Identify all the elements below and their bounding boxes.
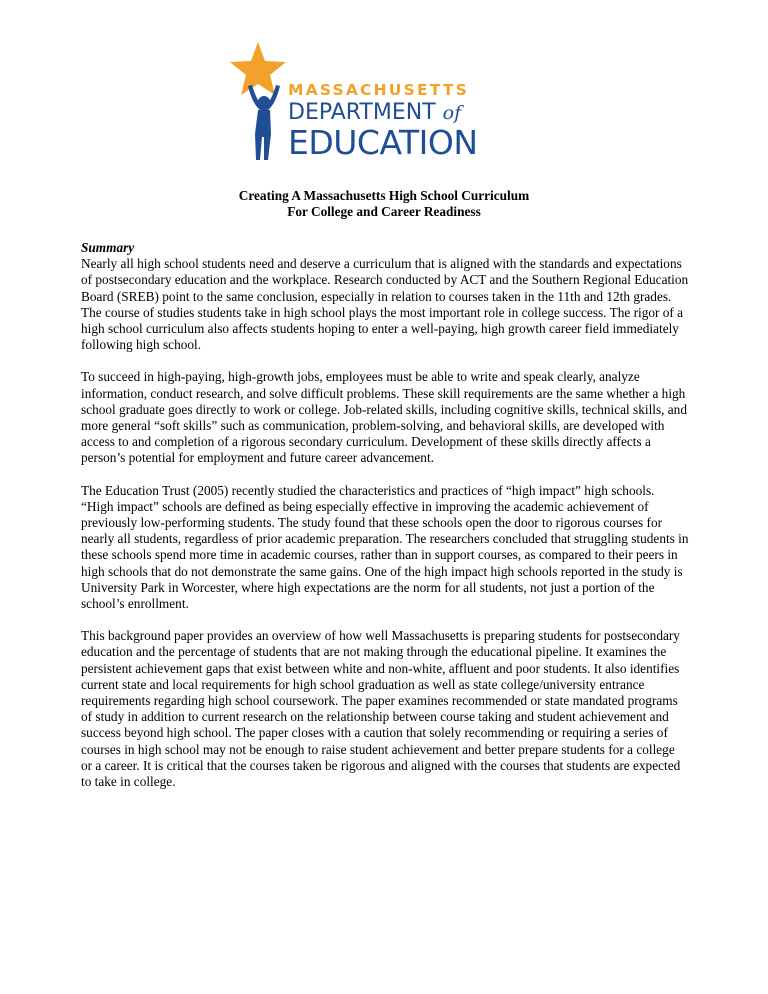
- logo-of-word: of: [442, 102, 462, 124]
- logo-wordmark: [288, 82, 488, 160]
- logo-line-massachusetts: MASSACHUSETTS: [288, 81, 469, 99]
- paragraph-2: To succeed in high-paying, high-growth jobs, employees must be able to write and speak clearly, analyze information, conduct research, and solve difficult problems. These skill requirements are the same whether a high school graduate goes directly to work or college. Job-related skills, including cognitive skills, technical skills, and more general “soft skills” such as communication, problem-solving, and behavioral skills, are developed with access to and completion of a rigorous secondary curriculum. Development of these skills directly affects a person’s potential for employment and future career advancement.: [81, 369, 687, 466]
- logo-department-word: DEPARTMENT: [288, 100, 436, 125]
- document-body: [81, 240, 689, 806]
- logo-line-education: EDUCATION: [288, 123, 478, 162]
- person-figure-icon: [248, 85, 280, 160]
- paragraph-3: The Education Trust (2005) recently studied the characteristics and practices of “high impact” high schools. “High impact” schools are defined as being especially effective in improving the academic achievement of previously low-performing students. The study found that these schools open the door to rigorous courses for nearly all students, regardless of prior academic preparation. The researchers concluded that struggling students in these schools spend more time in academic courses, rather than in support courses, as compared to their peers in high schools that do not demonstrate the same gains. One of the high impact high schools reported in the study is University Park in Worcester, where high expectations are the norm for all students, not just a portion of the school’s enrollment.: [81, 482, 689, 612]
- section-heading-summary: Summary: [81, 240, 135, 255]
- paragraph-1: Nearly all high school students need and deserve a curriculum that is aligned with the standards and expectations of postsecondary education and the workplace. Research conducted by ACT and the Southern Regional Education Board (SREB) point to the same conclusion, especially in relation to courses taken in the 11th and 12th grades. The course of studies students take in high school plays the most important role in college success. The rigor of a high school curriculum also affects students hoping to enter a well-paying, high growth career field immediately following high school.: [81, 256, 689, 353]
- title-line-1: Creating A Massachusetts High School Curriculum: [238, 188, 530, 203]
- title-line-2: For College and Career Readiness: [287, 204, 481, 219]
- paragraph-4: This background paper provides an overview of how well Massachusetts is preparing students for postsecondary education and the percentage of students that are not making through the educational pipeline. It examines the persistent achievement gaps that exist between white and non-white, affluent and poor students. It also identifies current state and local requirements for high school graduation as well as state college/university entrance requirements regarding high school coursework. The paper examines recommended or state mandated programs of study in addition to current research on the relationship between course taking and student achievement and success beyond high school. The paper closes with a caution that solely recommending or requiring a series of courses in high school may not be enough to raise student achievement and better prepare students for a college or a career. It is critical that the courses taken be rigorous and aligned with the courses that students are expected to take in college.: [81, 628, 681, 790]
- document-title: [0, 188, 768, 220]
